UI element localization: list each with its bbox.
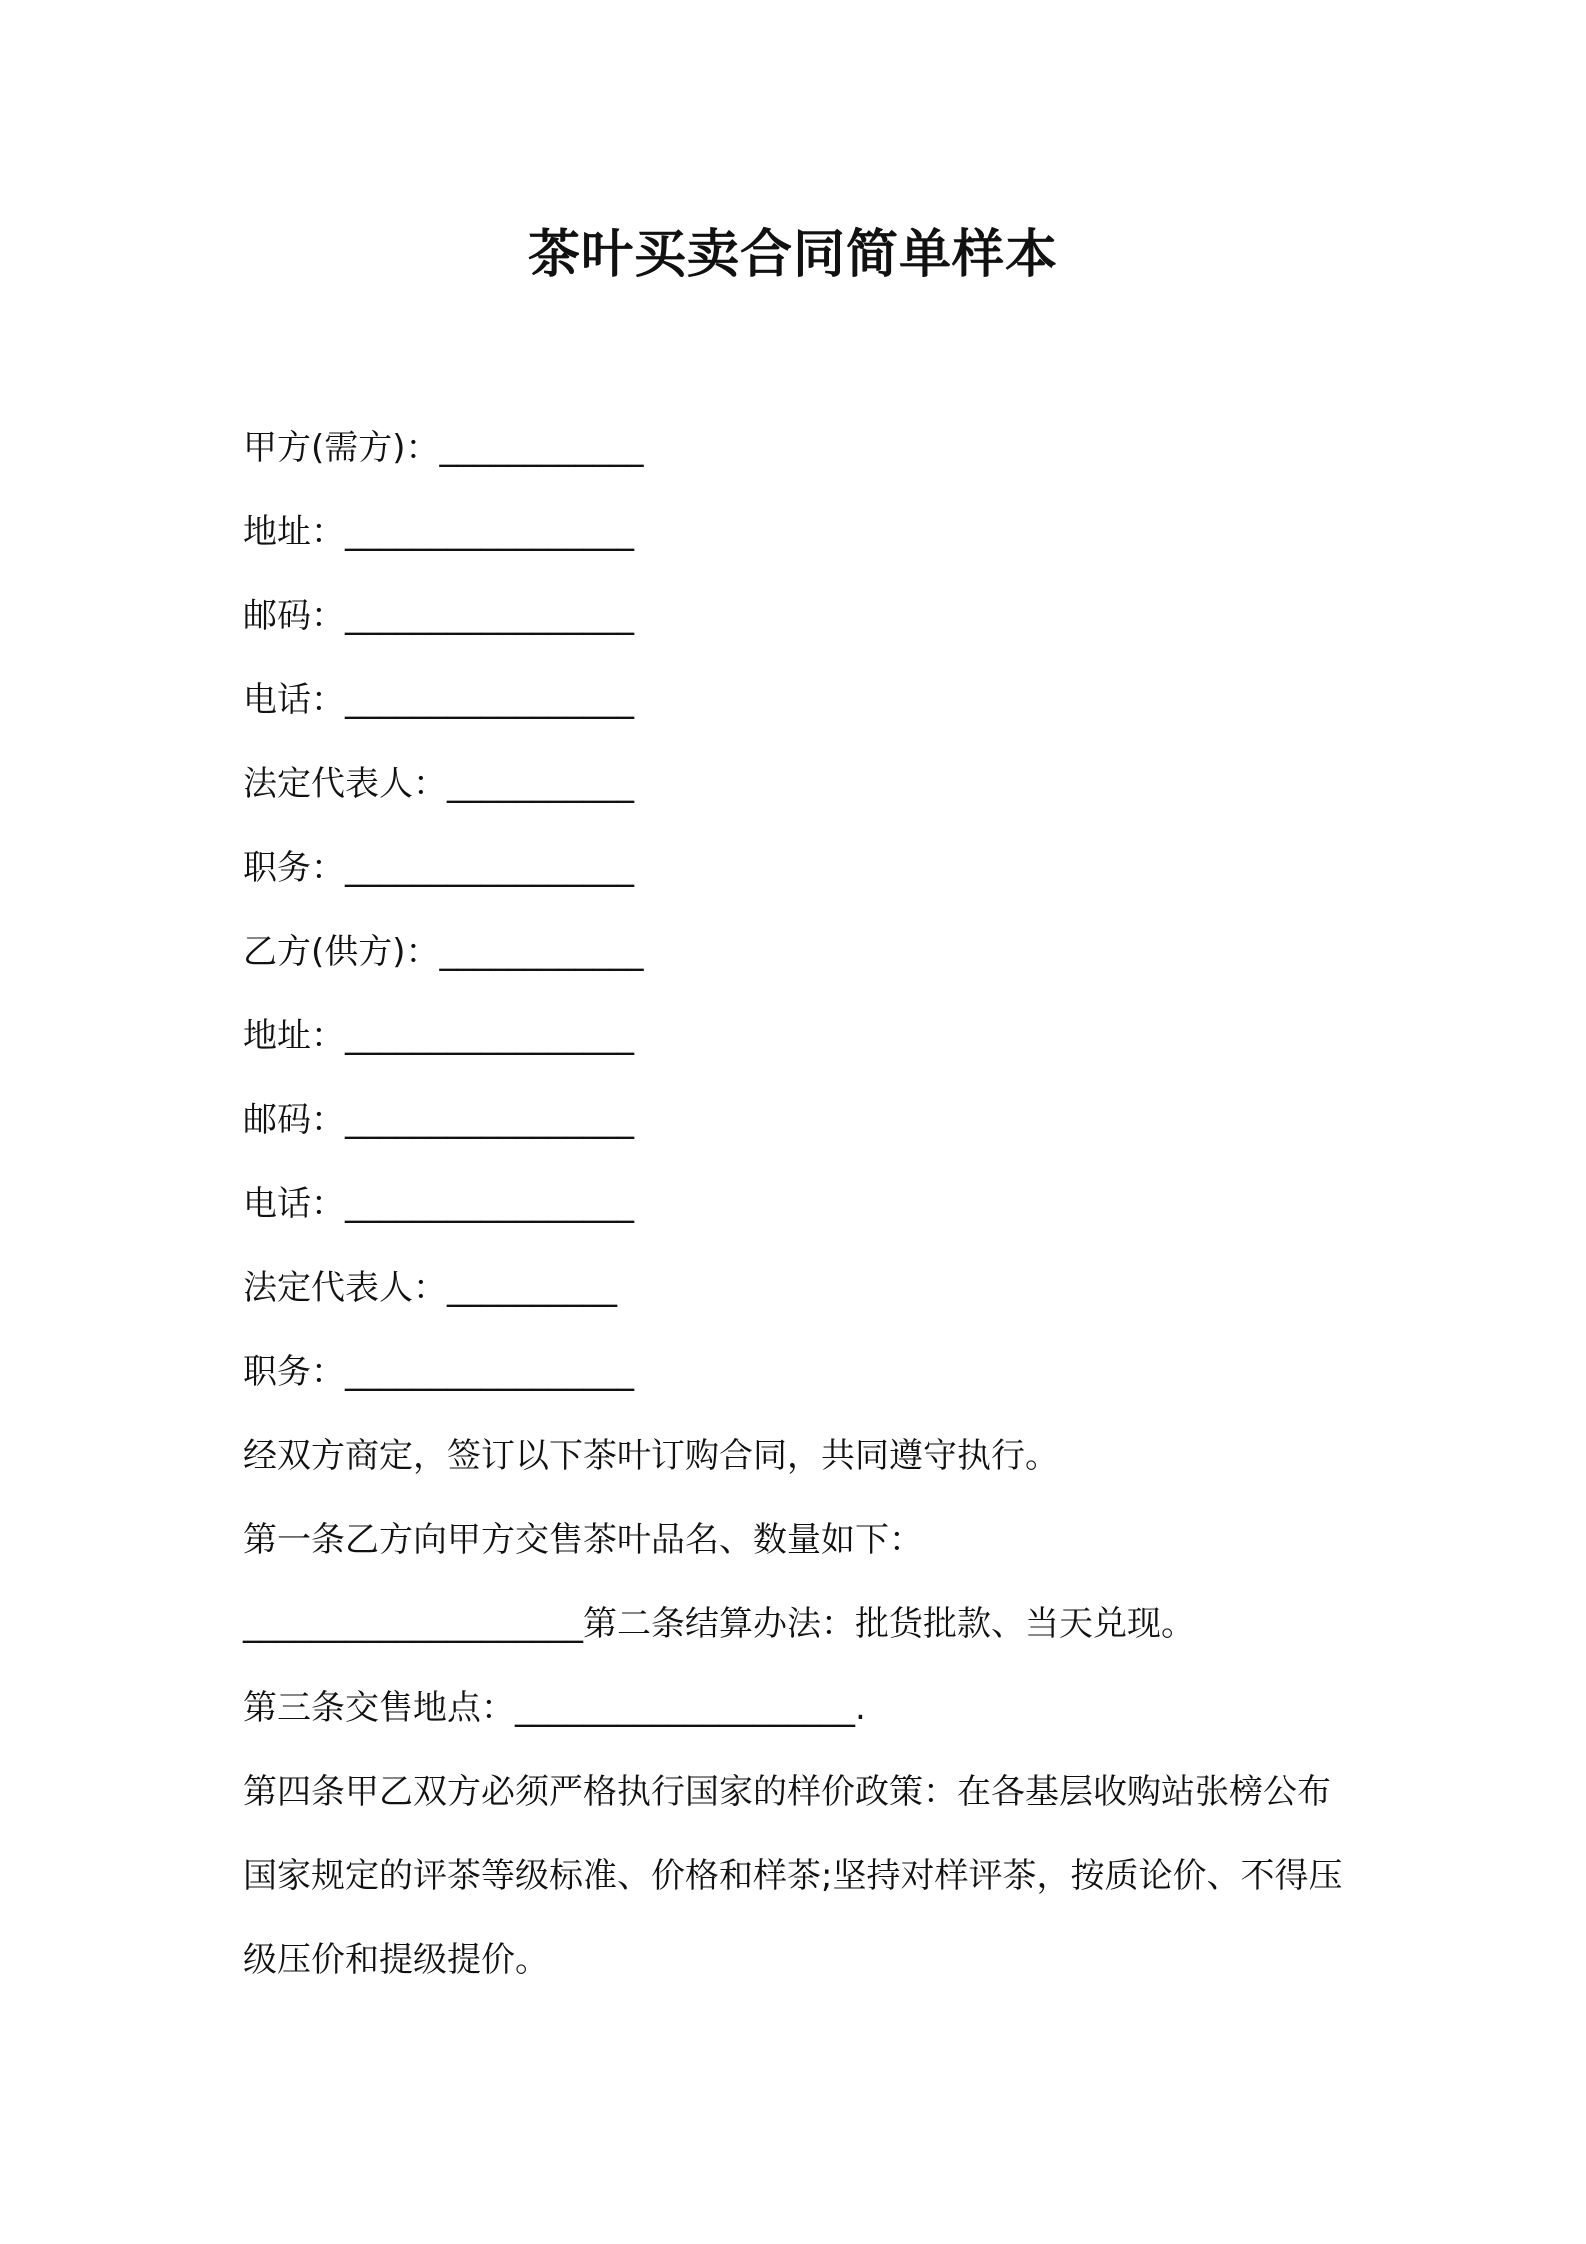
party-b-position-field: 职务：_________________ bbox=[243, 1352, 634, 1392]
party-b-postcode-field: 邮码：_________________ bbox=[243, 1100, 634, 1140]
document-title: 茶叶买卖合同简单样本 bbox=[527, 225, 1058, 285]
party-b-legal-rep-field: 法定代表人：__________ bbox=[243, 1268, 617, 1308]
party-b-address-field: 地址：_________________ bbox=[243, 1016, 634, 1056]
party-a-address-field: 地址：_________________ bbox=[243, 512, 634, 552]
party-a-name-field: 甲方(需方)：____________ bbox=[243, 428, 644, 468]
party-a-postcode-field: 邮码：_________________ bbox=[243, 596, 634, 636]
party-a-position-field: 职务：_________________ bbox=[243, 848, 634, 888]
party-a-phone-field: 电话：_________________ bbox=[243, 680, 634, 720]
article-2: ____________________第二条结算办法：批货批款、当天兑现。 bbox=[243, 1604, 1195, 1644]
document-body bbox=[243, 406, 1363, 2002]
party-b-name-field: 乙方(供方)：____________ bbox=[243, 932, 644, 972]
article-3: 第三条交售地点：____________________. bbox=[243, 1688, 866, 1728]
party-a-legal-rep-field: 法定代表人：___________ bbox=[243, 764, 634, 804]
article-4: 第四条甲乙双方必须严格执行国家的样价政策：在各基层收购站张榜公布国家规定的评茶等级标准、价格和样茶;坚持对样评茶，按质论价、不得压级压价和提级提价。 bbox=[243, 1772, 1343, 1980]
party-b-phone-field: 电话：_________________ bbox=[243, 1184, 634, 1224]
article-1: 第一条乙方向甲方交售茶叶品名、数量如下： bbox=[243, 1520, 923, 1560]
agreement-intro: 经双方商定，签订以下茶叶订购合同，共同遵守执行。 bbox=[243, 1436, 1059, 1476]
